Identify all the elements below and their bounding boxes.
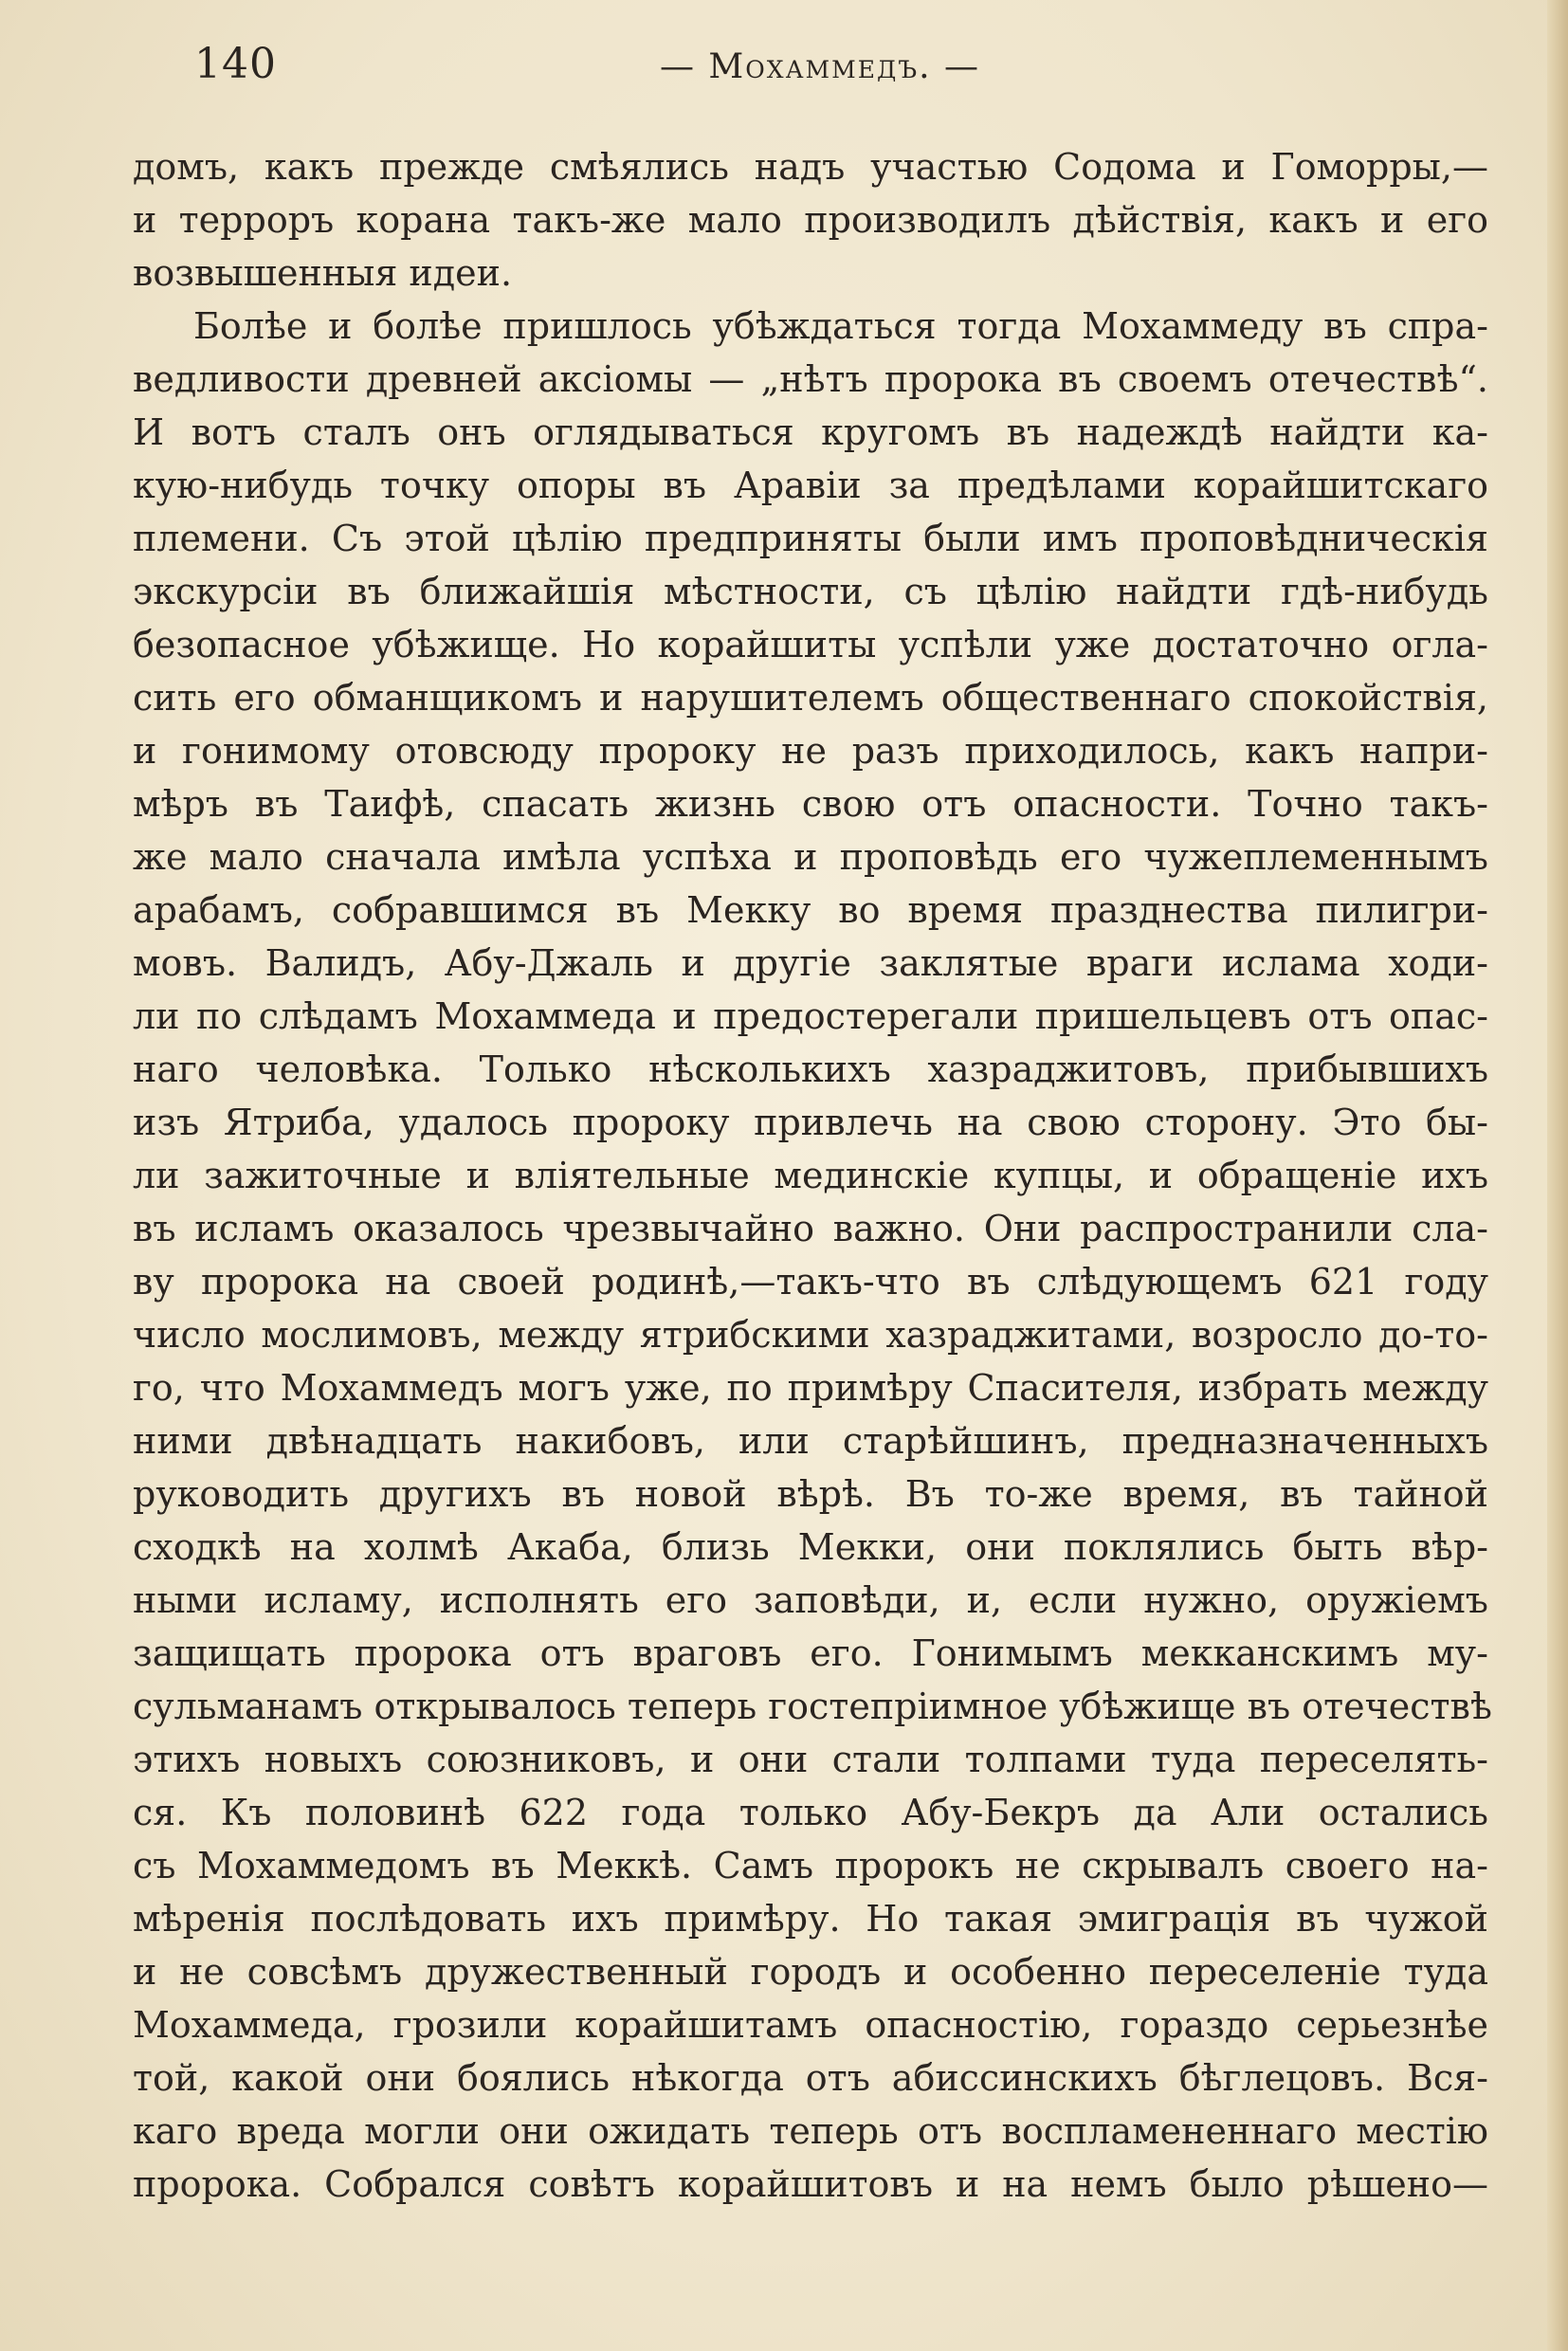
text-line: го, что Мохаммедъ могъ уже, по примѣру Спасителя, избрать между — [133, 1367, 1488, 1409]
text-line: безопасное убѣжище. Но корайшиты успѣли уже достаточно огла- — [133, 624, 1488, 665]
text-line: каго вреда могли они ожидать теперь отъ воспламененнаго местію — [133, 2110, 1488, 2152]
text-line: сходкѣ на холмѣ Акаба, близь Мекки, они поклялись быть вѣр- — [133, 1526, 1488, 1568]
text-line: мовъ. Валидъ, Абу-Джаль и другіе заклятые враги ислама ходи- — [133, 942, 1488, 984]
text-line: ли зажиточные и вліятельные мединскіе купцы, и обращеніе ихъ — [133, 1155, 1488, 1196]
page-edge-shadow — [1547, 0, 1568, 2351]
text-line: сить его обманщикомъ и нарушителемъ общественнаго спокойствія, — [133, 677, 1488, 719]
body-text — [133, 140, 1492, 2211]
text-line: И вотъ сталъ онъ оглядываться кругомъ въ надеждѣ найдти ка- — [133, 411, 1488, 453]
text-line: съ Мохаммедомъ въ Меккѣ. Самъ пророкъ не скрывалъ своего на- — [133, 1845, 1488, 1886]
text-line: изъ Ятриба, удалось пророку привлечь на свою сторону. Это бы- — [133, 1102, 1488, 1143]
text-line: кую-нибудь точку опоры въ Аравіи за предѣлами корайшитскаго — [133, 465, 1488, 506]
text-line: домъ, какъ прежде смѣялись надъ участью Содома и Гоморры,— — [133, 146, 1488, 188]
text-line: наго человѣка. Только нѣсколькихъ хазраджитовъ, прибывшихъ — [133, 1048, 1488, 1090]
text-line: ся. Къ половинѣ 622 года только Абу-Бекръ да Али остались — [133, 1792, 1488, 1833]
text-line: возвышенныя идеи. — [133, 252, 513, 294]
text-line: защищать пророка отъ враговъ его. Гонимымъ мекканскимъ му- — [133, 1632, 1488, 1674]
text-line: ли по слѣдамъ Мохаммеда и предостерегали пришельцевъ отъ опас- — [133, 995, 1488, 1037]
text-line: той, какой они боялись нѣкогда отъ абиссинскихъ бѣглецовъ. Вся- — [133, 2057, 1488, 2099]
text-line: экскурсіи въ ближайшія мѣстности, съ цѣлію найдти гдѣ-нибудь — [133, 571, 1488, 612]
page-number: 140 — [194, 40, 277, 88]
running-title: — Мохаммедъ. — — [659, 47, 981, 86]
text-line: мѣренія послѣдовать ихъ примѣру. Но такая эмиграція въ чужой — [133, 1898, 1488, 1940]
text-line: и не совсѣмъ дружественный городъ и особенно переселеніе туда — [133, 1951, 1488, 1993]
text-line: мѣръ въ Таифѣ, спасать жизнь свою отъ опасности. Точно такъ- — [133, 783, 1488, 825]
text-line: ными исламу, исполнять его заповѣди, и, если нужно, оружіемъ — [133, 1579, 1488, 1621]
page-header — [194, 40, 1446, 116]
text-line: и терроръ корана такъ-же мало производилъ дѣйствія, какъ и его — [133, 199, 1488, 241]
text-line: же мало сначала имѣла успѣха и проповѣдь его чужеплеменнымъ — [133, 836, 1488, 878]
text-line: ву пророка на своей родинѣ,—такъ-что въ слѣдующемъ 621 году — [133, 1261, 1488, 1303]
text-line: въ исламъ оказалось чрезвычайно важно. Они распространили сла- — [133, 1208, 1488, 1249]
text-line: Мохаммеда, грозили корайшитамъ опасностію, гораздо серьезнѣе — [133, 2004, 1488, 2046]
text-line: и гонимому отовсюду пророку не разъ приходилось, какъ напри- — [133, 730, 1488, 772]
text-line: ведливости древней аксіомы — „нѣтъ пророка въ своемъ отечествѣ“. — [133, 358, 1488, 400]
text-line: арабамъ, собравшимся въ Мекку во время празднества пилигри- — [133, 889, 1488, 931]
text-line: племени. Съ этой цѣлію предприняты были имъ проповѣдническія — [133, 518, 1488, 559]
text-line: этихъ новыхъ союзниковъ, и они стали толпами туда переселять- — [133, 1739, 1488, 1780]
text-line: руководить другихъ въ новой вѣрѣ. Въ то-же время, въ тайной — [133, 1473, 1488, 1515]
text-line: сульманамъ открывалось теперь гостепріимное убѣжище въ отечествѣ — [133, 1686, 1492, 1727]
text-line: пророка. Собрался совѣтъ корайшитовъ и на немъ было рѣшено— — [133, 2163, 1488, 2205]
text-line: число мослимовъ, между ятрибскими хазраджитами, возросло до-то- — [133, 1314, 1488, 1356]
text-line: ними двѣнадцать накибовъ, или старѣйшинъ, предназначенныхъ — [133, 1420, 1488, 1462]
paragraph-start-line: Болѣе и болѣе пришлось убѣждаться тогда Мохаммеду въ спра- — [193, 305, 1488, 347]
